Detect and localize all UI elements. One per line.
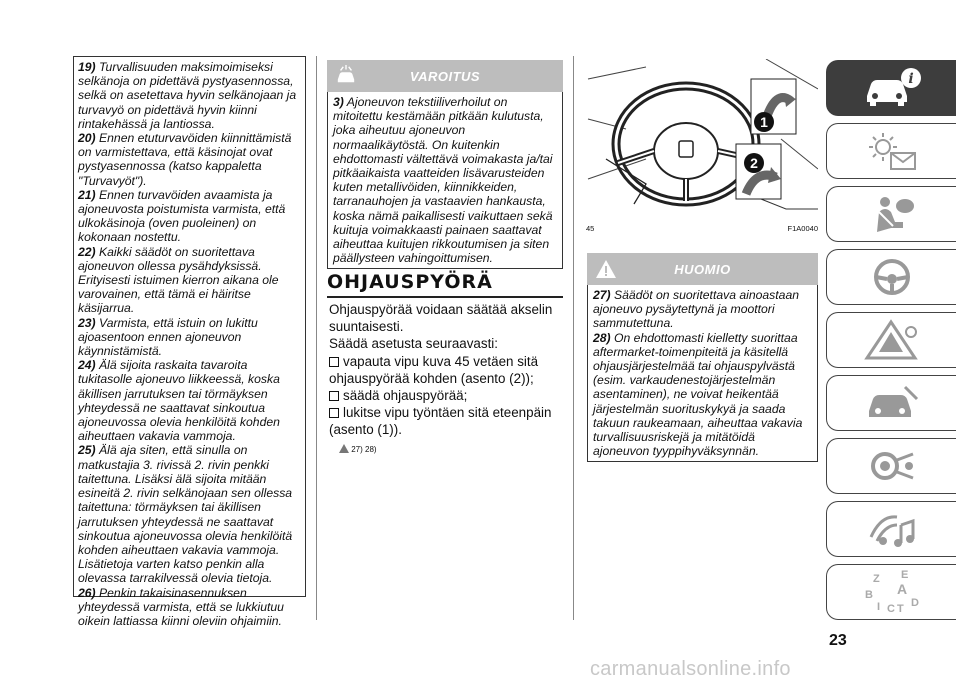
callout-1: 1 — [760, 114, 768, 130]
checkbox-bullet-icon — [329, 357, 339, 367]
figure-45 — [586, 59, 818, 234]
note-item: 19) Turvallisuuden maksimoimiseksi selkänoja on pidettävä pystyasennossa, selkä on asetettava hyvin selkänojaan ja turvavyö on pidettävä hyvin kiinni rintakehässä ja lantiossa. — [78, 60, 297, 131]
tab-maintenance[interactable] — [826, 375, 956, 431]
technical-data-icon — [861, 444, 923, 488]
warning-header — [327, 60, 563, 92]
warning-text: Ajoneuvon tekstiiliverhoilut on mitoitettu kestämään pitkään kulutusta, joka aiheutuu ajoneuvon normaalikäytöstä. On kuitenkin ehdottomasti vältettävä voimakasta ja/tai pitkäaikaista vaatteiden lisävarusteiden kuten metallivöiden, kiinnikkeiden, tarranauhojen ja vastaavien hankausta, koska nämä paikallisesti vaikuttaen sekä kuituja voimakkaasti painaen saattavat aiheuttaa kuitujen rikkoutumisen ja siten päällysteen vahingoittumisen. — [333, 95, 553, 266]
tab-starting-driving[interactable] — [826, 249, 956, 305]
section-title-block — [327, 271, 563, 298]
section-body — [329, 301, 565, 458]
column-divider — [316, 56, 317, 620]
note-item: 20) Ennen etuturvavöiden kiinnittämistä on varmistettava, että käsinojat ovat pystyasennossa (katso kappaletta "Turvavyöt"). — [78, 131, 292, 188]
index-letter: E — [900, 570, 908, 581]
multimedia-icon — [861, 507, 923, 551]
callout-2: 2 — [750, 155, 758, 171]
notice-item: 27) Säädöt on suoritettava ainoastaan ajoneuvo pysäytettynä ja moottori sammutettuna. — [593, 288, 799, 331]
figure-caption — [586, 217, 818, 233]
step-3: lukitse vipu työntäen sitä eteenpäin (asento (1)). — [329, 405, 552, 438]
warning-lights-icon — [861, 129, 923, 173]
warning-content — [327, 92, 563, 269]
figure-number: 45 — [586, 224, 595, 233]
column-divider-2 — [573, 56, 574, 620]
steps-label: Säädä asetusta seuraavasti: — [329, 336, 498, 352]
note-item: 23) Varmista, että istuin on lukittu ajoasentoon ennen ajoneuvon käynnistämistä. — [78, 315, 258, 359]
car-info-icon — [861, 66, 923, 110]
tab-emergency[interactable] — [826, 312, 956, 368]
note-item: 21) Ennen turvavöiden avaamista ja ajoneuvosta poistumista varmista, että ulkokäsinoja (oven puoleinen) on kokonaan nostettu. — [78, 187, 286, 245]
notice-title: HUOMIO — [674, 261, 731, 277]
notice-box — [587, 253, 818, 462]
note-refs: 27) 28) — [339, 441, 565, 458]
warning-ref: 3) — [333, 95, 344, 109]
index-letter: B — [864, 589, 873, 601]
note-item: 22) Kaikki säädöt on suoritettava ajoneuvon ollessa pysähdyksissä. Erityisesti istuimen kierron aikana ole varovainen, että tämä ei häiritse käsijarrua. — [78, 244, 279, 316]
notice-header — [587, 253, 818, 285]
safety-airbag-icon — [861, 192, 923, 236]
index-letter: I — [876, 601, 880, 613]
index-letter: Z — [872, 573, 880, 585]
heading-rule — [327, 296, 563, 298]
tab-car-info[interactable] — [826, 60, 956, 116]
steering-wheel-icon — [861, 255, 923, 299]
step-2: säädä ohjauspyörää; — [329, 387, 565, 404]
note-item: 24) Älä sijoita raskaita tavaroita tukitasolle ajoneuvo liikkeessä, koska äkillisen jarrutuksen tai törmäyksen yhteydessä ne saattavat sinkoutua ajoneuvossa olevia henkilöitä kohden aiheuttaen vakavia vammoja. — [78, 358, 280, 444]
steering-wheel-illustration — [586, 59, 818, 231]
index-letter: D — [910, 597, 919, 609]
notice-content — [587, 285, 818, 462]
note-item: 25) Älä aja siten, että sinulla on matkustajia 3. rivissä 2. rivin penkki taitettuna. Lisäksi älä sijoita mitään esineitä 2. rivin selkänojaan sen ollessa taitettuna: törmäyksen tai äkillisen jarrutuksen yhteydessä ne saattavat sinkoutua ajoneuvossa olevia henkilöitä kohden aiheuttaen vakavia vammoja. Lisätietoja varten katso penkin alla olevassa tarrakilvessä olevia tietoja. — [78, 443, 293, 586]
car-warning-icon — [335, 65, 357, 85]
tab-index[interactable] — [826, 564, 956, 620]
checkbox-bullet-icon — [329, 408, 339, 418]
warning-triangle-icon — [595, 259, 617, 279]
checkbox-bullet-icon — [329, 391, 339, 401]
section-heading: OHJAUSPYÖRÄ — [327, 271, 493, 293]
step-1: vapauta vipu kuva 45 vetäen sitä ohjauspyörää kohden (asento (2)); — [329, 353, 539, 386]
tab-technical-data[interactable] — [826, 438, 956, 494]
tab-multimedia[interactable] — [826, 501, 956, 557]
watermark: carmanualsonline.info — [590, 658, 791, 680]
notice-item: 28) On ehdottomasti kielletty suorittaa aftermarket-toimenpiteitä ja käsitellä ohjausjärjestelmää tai ohjauspylvästä (esim. varkaudenestojärjestelmän asentaminen), ne voivat heikentää järjestelmän suorituskykyä ja saada takuun raukeamaan, aiheuttaa vakavia turvallisuusriskejä ja mitätöidä ajoneuvon tyyppihyväksynnän. — [593, 330, 803, 459]
emergency-triangle-icon — [861, 318, 923, 362]
tab-warning-lights[interactable] — [826, 123, 956, 179]
warning-title: VAROITUS — [409, 68, 481, 84]
index-letter: A — [896, 581, 907, 597]
warning-triangle-icon — [339, 444, 349, 453]
warning-box — [327, 60, 563, 269]
maintenance-car-icon — [861, 381, 923, 425]
tab-safety[interactable] — [826, 186, 956, 242]
section-intro: Ohjauspyörää voidaan säätää akselin suuntaisesti. — [329, 302, 553, 335]
svg-text:i: i — [907, 71, 914, 87]
note-item: 26) Penkin takaisinasennuksen yhteydessä varmista, että se lukkiutuu oikein lattiassa kiinni oleviin ohjaimiin. — [78, 585, 284, 628]
left-notes-box — [73, 56, 306, 628]
left-notes-list — [78, 60, 301, 628]
index-letter: T — [896, 603, 904, 614]
index-icon — [861, 570, 923, 614]
figure-code: F1A0040 — [787, 224, 818, 233]
page-number: 23 — [829, 632, 847, 649]
index-letter: C — [886, 603, 895, 614]
